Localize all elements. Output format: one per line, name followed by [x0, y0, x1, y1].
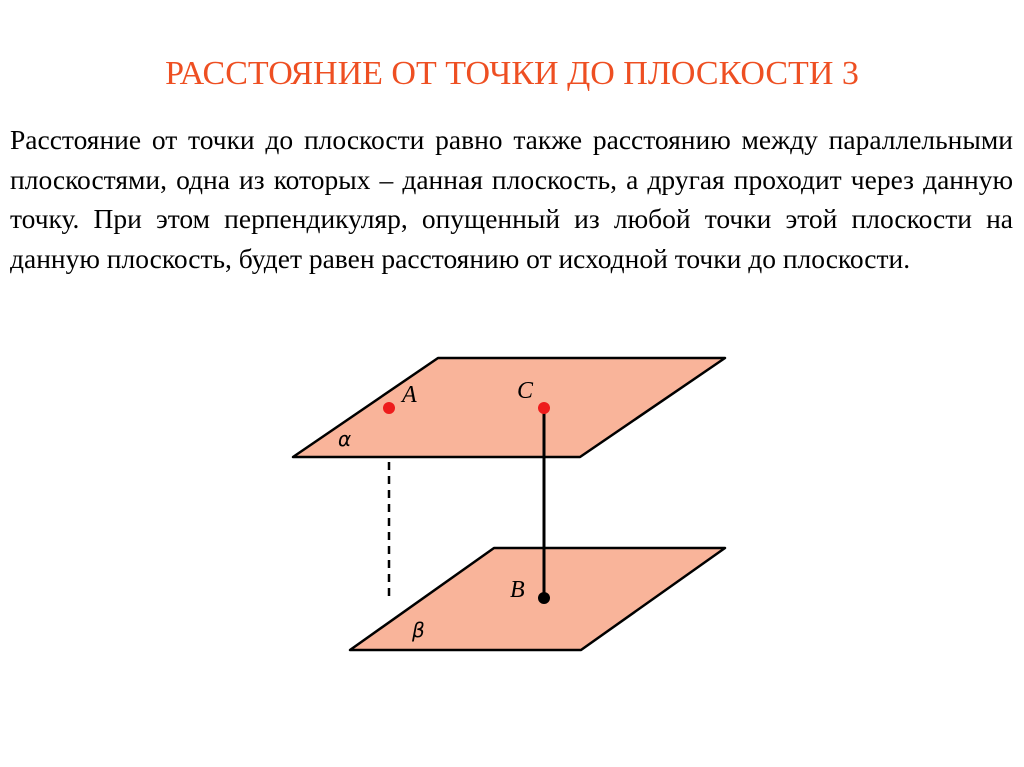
- label-beta: β: [412, 618, 425, 642]
- label-alpha: α: [338, 427, 352, 451]
- point-a: [383, 402, 395, 414]
- plane-alpha: [293, 358, 725, 457]
- point-c: [538, 402, 550, 414]
- point-b: [538, 592, 550, 604]
- label-b: B: [510, 577, 525, 603]
- label-a: A: [402, 382, 417, 408]
- label-c: C: [517, 378, 534, 404]
- plane-beta: [350, 548, 725, 650]
- body-paragraph: Расстояние от точки до плоскости равно также расстоянию между параллельными плоскостями, одна из которых – данная плоскость, а другая проходит через данную точку. При этом перпендикуляр, опущенный из любой точки этой плоскости на данную плоскость, будет равен расстоянию от исходной точки до плоскости.: [10, 124, 1013, 274]
- slide-title: РАССТОЯНИЕ ОТ ТОЧКИ ДО ПЛОСКОСТИ 3: [165, 55, 859, 92]
